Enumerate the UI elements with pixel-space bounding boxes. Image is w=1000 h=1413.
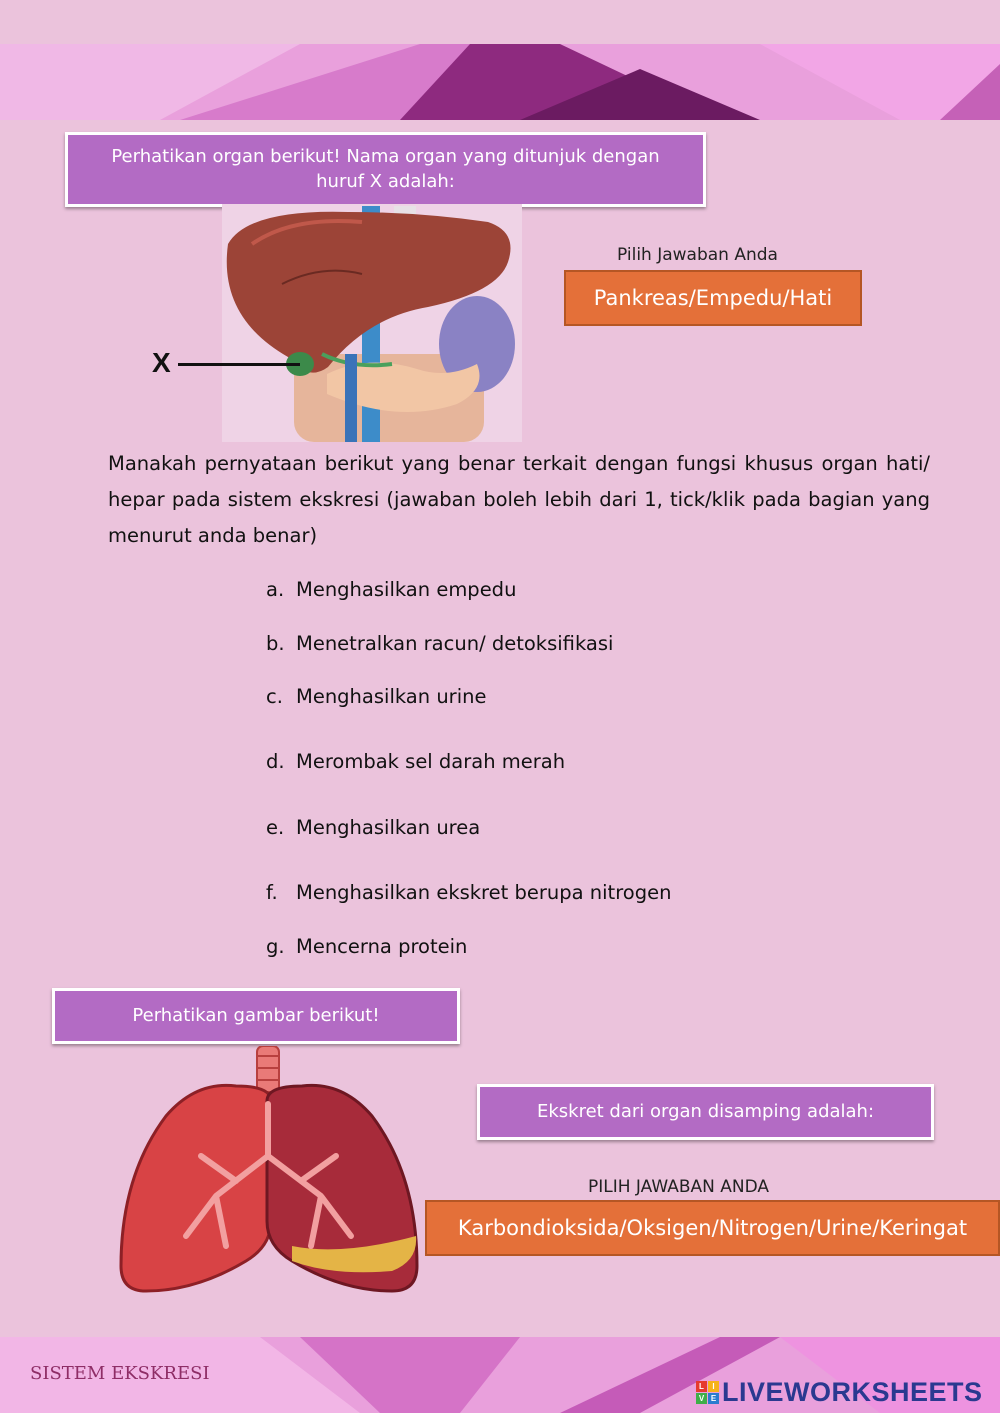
brand-logo-letter-l: L (696, 1381, 707, 1392)
option-f-text: Menghasilkan ekskret berupa nitrogen (296, 881, 672, 904)
q3-answer-dropdown[interactable] (425, 1200, 1000, 1256)
liveworksheets-logo (696, 1377, 983, 1408)
option-b-letter: b. (266, 632, 285, 655)
top-spacer (0, 0, 1000, 44)
brand-name: LIVEWORKSHEETS (722, 1377, 983, 1407)
lungs-illustration (116, 1046, 422, 1296)
q1-prompt-text: Perhatikan organ berikut! Nama organ yang ditunjuk dengan huruf X adalah: (111, 146, 660, 192)
option-d[interactable] (266, 750, 565, 773)
q3-prompt-box (52, 988, 460, 1044)
q3-answer-value: Karbondioksida/Oksigen/Nitrogen/Urine/Keringat (457, 1216, 968, 1240)
brand-logo-letter-v: V (696, 1393, 707, 1404)
q1-answer-label: Pilih Jawaban Anda (617, 245, 778, 265)
header-banner (0, 44, 1000, 120)
q2-question: Manakah pernyataan berikut yang benar terkait dengan fungsi khusus organ hati/ hepar pada sistem ekskresi (jawaban boleh lebih dari 1, tick/klik pada bagian yang menurut anda benar) (108, 452, 930, 547)
option-g-letter: g. (266, 935, 285, 958)
option-c[interactable] (266, 685, 486, 708)
option-a-letter: a. (266, 578, 285, 601)
footer-title: SISTEM EKSKRESI (30, 1363, 210, 1384)
option-e-text: Menghasilkan urea (296, 816, 481, 839)
option-b[interactable] (266, 632, 613, 655)
option-a[interactable] (266, 578, 516, 601)
option-g-text: Mencerna protein (296, 935, 468, 958)
option-d-letter: d. (266, 750, 285, 773)
option-f-letter: f. (266, 881, 278, 904)
brand-logo-icon (696, 1381, 719, 1404)
q1-answer-dropdown[interactable] (564, 270, 862, 326)
q1-prompt-box (65, 132, 706, 207)
option-a-text: Menghasilkan empedu (296, 578, 517, 601)
option-g[interactable] (266, 935, 467, 958)
q3-answer-label: PILIH JAWABAN ANDA (588, 1177, 770, 1197)
q3-prompt-text: Perhatikan gambar berikut! (132, 1004, 380, 1026)
option-b-text: Menetralkan racun/ detoksifikasi (296, 632, 614, 655)
option-e-letter: e. (266, 816, 285, 839)
q1-answer-value: Pankreas/Empedu/Hati (593, 286, 833, 310)
option-c-text: Menghasilkan urine (296, 685, 487, 708)
q3-question-text: Ekskret dari organ disamping adalah: (536, 1100, 875, 1122)
q3-question-box (477, 1084, 934, 1140)
pointer-label-x: X (152, 347, 171, 378)
brand-logo-letter-i: I (708, 1381, 719, 1392)
brand-logo-letter-e: E (708, 1393, 719, 1404)
pointer-line (178, 363, 300, 366)
option-e[interactable] (266, 816, 480, 839)
option-d-text: Merombak sel darah merah (296, 750, 566, 773)
option-c-letter: c. (266, 685, 283, 708)
liver-illustration (222, 204, 522, 442)
option-f[interactable] (266, 881, 671, 904)
